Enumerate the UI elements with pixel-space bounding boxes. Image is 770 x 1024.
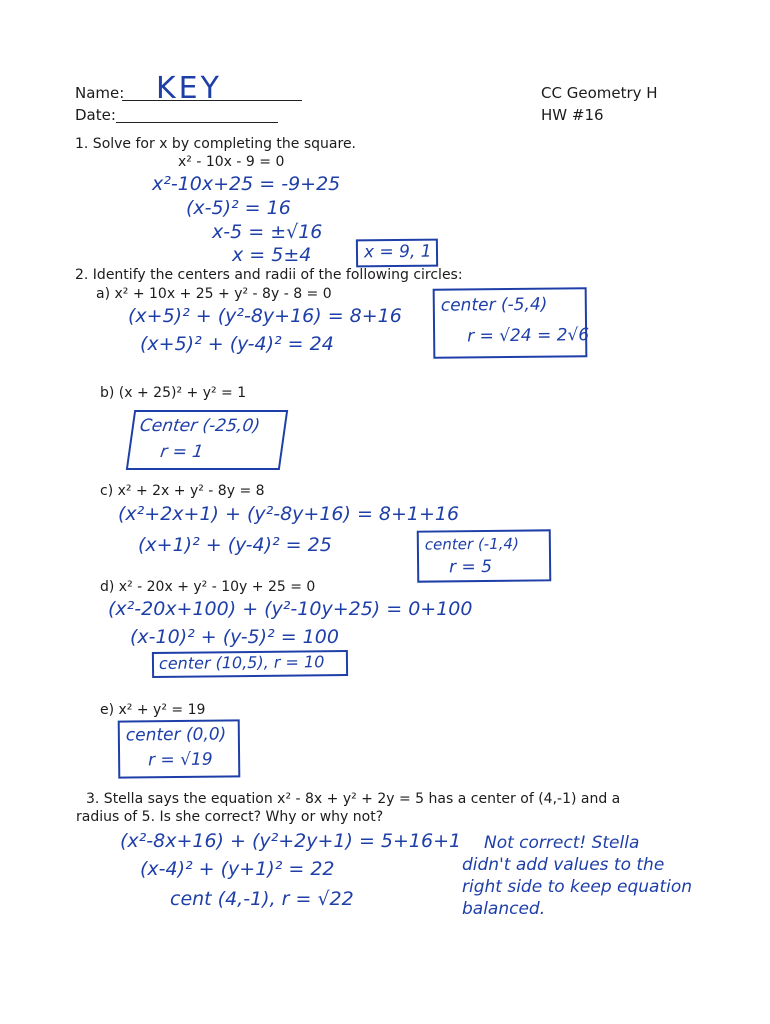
q3-prompt-line1: 3. Stella says the equation x² - 8x + y² + 2y = 5 has a center of (4,-1) and a xyxy=(86,791,621,807)
q2c-work-line: (x²+2x+1) + (y²-8y+16) = 8+1+16 xyxy=(118,503,460,525)
hw-number: HW #16 xyxy=(541,106,604,124)
name-label: Name: xyxy=(75,84,125,102)
q3-explanation-line: balanced. xyxy=(462,899,546,919)
q2d-work-line: (x²-20x+100) + (y²-10y+25) = 0+100 xyxy=(108,598,473,620)
q2a-work-line: (x+5)² + (y²-8y+16) = 8+16 xyxy=(128,305,402,327)
q3-work-line: (x²-8x+16) + (y²+2y+1) = 5+16+1 xyxy=(120,830,462,852)
q2c-radius: r = 5 xyxy=(449,556,493,578)
q2b-equation: b) (x + 25)² + y² = 1 xyxy=(100,385,247,401)
q2a-center: center (-5,4) xyxy=(440,294,548,316)
date-underline xyxy=(116,122,278,123)
q2c-work-line: (x+1)² + (y-4)² = 25 xyxy=(138,534,332,556)
q2d-work-line: (x-10)² + (y-5)² = 100 xyxy=(130,626,339,648)
q2e-answer-box xyxy=(118,719,241,778)
q3-prompt-line2: radius of 5. Is she correct? Why or why not? xyxy=(76,809,384,825)
q3-work-line: cent (4,-1), r = √22 xyxy=(170,888,354,910)
q2b-radius: r = 1 xyxy=(158,442,205,462)
q3-explanation xyxy=(462,832,732,920)
q2c-equation: c) x² + 2x + y² - 8y = 8 xyxy=(100,483,265,499)
q1-answer: x = 9, 1 xyxy=(363,241,432,263)
q1-work-line: x²-10x+25 = -9+25 xyxy=(152,173,341,195)
q2b-center: Center (-25,0) xyxy=(138,416,262,436)
q2c-center: center (-1,4) xyxy=(424,534,519,554)
q2a-answer-box xyxy=(433,287,588,359)
q1-answer-box xyxy=(356,239,438,268)
q2c-answer-box xyxy=(417,529,552,582)
q2a-equation: a) x² + 10x + 25 + y² - 8y - 8 = 0 xyxy=(96,286,332,302)
q1-equation: x² - 10x - 9 = 0 xyxy=(178,154,285,170)
q2e-radius: r = √19 xyxy=(148,749,213,771)
q2e-equation: e) x² + y² = 19 xyxy=(100,702,206,718)
q2a-radius: r = √24 = 2√6 xyxy=(467,325,590,347)
q3-explanation-line: right side to keep equation xyxy=(462,877,693,897)
course-title: CC Geometry H xyxy=(541,84,658,102)
q3-explanation-line: Not correct! Stella xyxy=(484,833,640,853)
q2d-answer: center (10,5), r = 10 xyxy=(158,652,325,673)
q2e-center: center (0,0) xyxy=(125,724,227,746)
q2a-work-line: (x+5)² + (y-4)² = 24 xyxy=(140,333,334,355)
q2b-answer-box xyxy=(126,410,288,470)
name-value: KEY xyxy=(156,71,222,106)
q1-prompt: 1. Solve for x by completing the square. xyxy=(75,136,357,152)
q3-explanation-line: didn't add values to the xyxy=(462,855,665,875)
q3-work-line: (x-4)² + (y+1)² = 22 xyxy=(140,858,335,880)
q1-work-line: (x-5)² = 16 xyxy=(186,197,291,219)
date-label: Date: xyxy=(75,106,116,124)
q2d-answer-box xyxy=(152,650,348,678)
q2-prompt: 2. Identify the centers and radii of the following circles: xyxy=(75,267,463,283)
q2d-equation: d) x² - 20x + y² - 10y + 25 = 0 xyxy=(100,579,316,595)
q1-work-line: x = 5±4 xyxy=(232,244,312,266)
q1-work-line: x-5 = ±√16 xyxy=(212,221,323,243)
